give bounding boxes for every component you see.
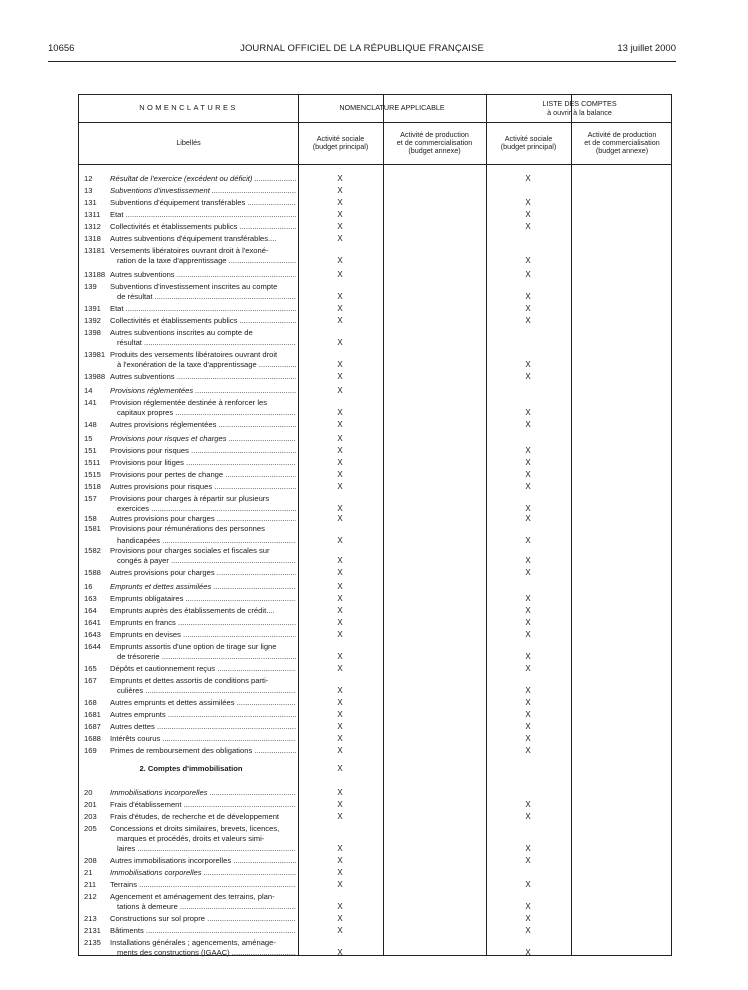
mark-liste-comptes: X	[525, 360, 531, 369]
table-row	[79, 337, 673, 349]
mark-liste-comptes: X	[525, 856, 531, 865]
account-code: 151	[84, 446, 97, 455]
mark-nomenclature-applicable: X	[337, 174, 343, 183]
mark-liste-comptes: X	[525, 210, 531, 219]
mark-liste-comptes: X	[525, 630, 531, 639]
account-label: Frais d'établissement .....	[110, 799, 296, 811]
account-label: Autres provisions pour charges .....	[110, 513, 296, 525]
mark-nomenclature-applicable: X	[337, 304, 343, 313]
account-label: Autres provisions réglementées .....	[110, 419, 296, 431]
account-label: Immobilisations incorporelles .....	[110, 787, 296, 799]
mark-liste-comptes: X	[525, 482, 531, 491]
account-label: Autres emprunts et dettes assimilées .....	[110, 697, 296, 709]
table-row	[79, 651, 673, 663]
mark-liste-comptes: X	[525, 686, 531, 695]
page-header	[48, 40, 676, 56]
mark-nomenclature-applicable: X	[337, 902, 343, 911]
mark-nomenclature-applicable: X	[337, 856, 343, 865]
mark-nomenclature-applicable: X	[337, 594, 343, 603]
journal-title: JOURNAL OFFICIEL DE LA RÉPUBLIQUE FRANÇAISE	[240, 43, 484, 54]
mark-nomenclature-applicable: X	[337, 198, 343, 207]
table-row	[79, 593, 673, 605]
table-row	[79, 629, 673, 641]
header-col4-line3: (budget annexe)	[595, 146, 649, 156]
mark-liste-comptes: X	[525, 292, 531, 301]
mark-liste-comptes: X	[525, 536, 531, 545]
mark-nomenclature-applicable: X	[337, 734, 343, 743]
account-label: Provision réglementée destinée à renforcer les	[110, 398, 268, 407]
mark-nomenclature-applicable: X	[337, 630, 343, 639]
table-row	[79, 371, 673, 383]
account-label: Autres dettes .....	[110, 721, 296, 733]
mark-liste-comptes: X	[525, 270, 531, 279]
mark-nomenclature-applicable: X	[337, 408, 343, 417]
account-code: 1511	[84, 458, 101, 467]
table-row	[79, 745, 673, 757]
mark-liste-comptes: X	[525, 470, 531, 479]
account-label: Provisions pour litiges .....	[110, 457, 296, 469]
account-code: 13181	[84, 246, 106, 255]
account-label: Versements libératoires ouvrant droit à l'exoné-	[110, 246, 269, 255]
account-code: 13988	[84, 372, 106, 381]
header-col2-line2: et de commercialisation	[396, 137, 473, 147]
account-label: Emprunts assortis d'une option de tirage sur ligne	[110, 642, 277, 651]
account-code: 2131	[84, 926, 101, 935]
account-code: 164	[84, 606, 97, 615]
mark-liste-comptes: X	[525, 408, 531, 417]
account-label: Subventions d'équipement transférables .....	[110, 197, 296, 209]
account-code: 12	[84, 174, 93, 183]
table-row	[79, 581, 673, 593]
mark-nomenclature-applicable: X	[337, 434, 343, 443]
mark-nomenclature-applicable: X	[337, 458, 343, 467]
mark-nomenclature-applicable: X	[337, 470, 343, 479]
account-code: 21	[84, 868, 93, 877]
account-code: 13981	[84, 350, 106, 359]
mark-nomenclature-applicable: X	[337, 710, 343, 719]
account-label: Emprunts obligataires .....	[110, 593, 296, 605]
mark-liste-comptes: X	[525, 710, 531, 719]
header-liste-line2: à ouvrir à la balance	[547, 107, 612, 117]
mark-liste-comptes: X	[525, 420, 531, 429]
table-row	[79, 901, 673, 913]
account-code: 2135	[84, 938, 101, 947]
mark-liste-comptes: X	[525, 926, 531, 935]
table-row	[79, 843, 673, 855]
account-label: ration de la taxe d'apprentissage .....	[117, 255, 296, 267]
table-row	[79, 605, 673, 617]
account-label: Frais d'études, de recherche et de développement	[110, 812, 280, 821]
table-row	[79, 197, 673, 209]
mark-liste-comptes: X	[525, 844, 531, 853]
account-label: Produits des versements libératoires ouvrant droit	[110, 350, 278, 359]
table-row	[79, 185, 673, 197]
account-code: 1392	[84, 316, 101, 325]
table-row	[79, 947, 673, 959]
account-label: Autres subventions inscrites au compte de	[110, 328, 253, 337]
table-row	[79, 567, 673, 579]
mark-nomenclature-applicable: X	[337, 222, 343, 231]
account-label: Installations générales ; agencements, aménage-	[110, 938, 276, 947]
table-row	[79, 811, 673, 823]
mark-nomenclature-applicable: X	[337, 812, 343, 821]
account-label: Etat .....	[110, 209, 296, 221]
account-code: 1391	[84, 304, 101, 313]
account-label: ments des constructions (IGAAC) .....	[117, 947, 296, 959]
mark-nomenclature-applicable: X	[337, 686, 343, 695]
account-label: Emprunts en francs .....	[110, 617, 296, 629]
account-label: Autres subventions d'équipement transférables....	[110, 234, 277, 243]
account-label: Primes de remboursement des obligations .....	[110, 745, 296, 757]
account-code: 1311	[84, 210, 101, 219]
account-code: 1644	[84, 642, 101, 651]
table-row	[79, 291, 673, 303]
account-code: 1398	[84, 328, 101, 337]
mark-nomenclature-applicable: X	[337, 256, 343, 265]
mark-nomenclature-applicable: X	[337, 292, 343, 301]
mark-liste-comptes: X	[525, 514, 531, 523]
mark-liste-comptes: X	[525, 594, 531, 603]
header-col4-line2: et de commercialisation	[584, 137, 660, 147]
table-row	[79, 315, 673, 327]
account-code: 208	[84, 856, 97, 865]
mark-nomenclature-applicable: X	[337, 420, 343, 429]
account-code: 1518	[84, 482, 101, 491]
table-row	[79, 233, 673, 245]
table-body	[79, 95, 671, 955]
mark-nomenclature-applicable: X	[337, 664, 343, 673]
account-code: 203	[84, 812, 97, 821]
account-label: Provisions pour risques .....	[110, 445, 296, 457]
mark-nomenclature-applicable: X	[337, 270, 343, 279]
table-row	[79, 419, 673, 431]
table-row	[79, 255, 673, 267]
mark-nomenclature-applicable: X	[337, 948, 343, 957]
account-label: Bâtiments .....	[110, 925, 296, 937]
account-label: de résultat .....	[117, 291, 296, 303]
table-row	[79, 733, 673, 745]
mark-liste-comptes: X	[525, 652, 531, 661]
header-col1-line2: (budget principal)	[312, 142, 369, 151]
table-row	[79, 221, 673, 233]
mark-nomenclature-applicable: X	[337, 446, 343, 455]
table-row	[79, 879, 673, 891]
account-code: 20	[84, 788, 93, 797]
account-label: Autres provisions pour risques .....	[110, 481, 296, 493]
table-row	[79, 763, 673, 775]
account-code: 1582	[84, 546, 101, 555]
header-nomenclature-applicable: NOMENCLATURE APPLICABLE	[339, 103, 445, 113]
account-code: 213	[84, 914, 97, 923]
table-row	[79, 721, 673, 733]
mark-nomenclature-applicable: X	[337, 844, 343, 853]
page-number: 10656	[48, 43, 75, 54]
mark-liste-comptes: X	[525, 606, 531, 615]
mark-nomenclature-applicable: X	[337, 210, 343, 219]
mark-liste-comptes: X	[525, 256, 531, 265]
mark-nomenclature-applicable: X	[337, 914, 343, 923]
table-row	[79, 303, 673, 315]
table-row	[79, 523, 673, 535]
account-code: 168	[84, 698, 97, 707]
header-col2-line1: Activité de production	[400, 129, 469, 139]
mark-nomenclature-applicable: X	[337, 880, 343, 889]
table-row	[79, 867, 673, 879]
account-label: Emprunts en devises .....	[110, 629, 296, 641]
account-code: 158	[84, 514, 97, 523]
account-label: Immobilisations corporelles .....	[110, 867, 296, 879]
account-code: 131	[84, 198, 97, 207]
table-row	[79, 385, 673, 397]
table-row	[79, 913, 673, 925]
mark-liste-comptes: X	[525, 304, 531, 313]
account-code: 1643	[84, 630, 101, 639]
mark-nomenclature-applicable: X	[337, 568, 343, 577]
mark-nomenclature-applicable: X	[337, 514, 343, 523]
account-code: 1681	[84, 710, 101, 719]
account-label: Autres emprunts .....	[110, 709, 296, 721]
account-label: Etat .....	[110, 303, 296, 315]
mark-nomenclature-applicable: X	[337, 652, 343, 661]
table-row	[79, 925, 673, 937]
mark-nomenclature-applicable: X	[337, 800, 343, 809]
account-label: laires .....	[117, 843, 296, 855]
mark-liste-comptes: X	[525, 556, 531, 565]
header-col3-line1: Activité sociale	[504, 133, 553, 143]
account-label: Emprunts et dettes assortis de conditions parti-	[110, 676, 269, 685]
mark-nomenclature-applicable: X	[337, 722, 343, 731]
account-label: handicapées .....	[117, 535, 296, 547]
header-libelles: Libellés	[176, 137, 201, 147]
account-label: Emprunts et dettes assimilées .....	[110, 581, 296, 593]
account-code: 148	[84, 420, 97, 429]
mark-nomenclature-applicable: X	[337, 582, 343, 591]
mark-liste-comptes: X	[525, 800, 531, 809]
account-label: Collectivités et établissements publics .....	[110, 315, 296, 327]
account-label: Emprunts auprès des établissements de crédit....	[110, 606, 275, 615]
account-label: Subventions d'investissement inscrites au compte	[110, 282, 278, 291]
table-row	[79, 663, 673, 675]
mark-nomenclature-applicable: X	[337, 788, 343, 797]
mark-nomenclature-applicable: X	[337, 186, 343, 195]
mark-liste-comptes: X	[525, 902, 531, 911]
header-rule	[48, 61, 676, 62]
account-code: 1312	[84, 222, 101, 231]
mark-liste-comptes: X	[525, 372, 531, 381]
mark-nomenclature-applicable: X	[337, 504, 343, 513]
mark-liste-comptes: X	[525, 734, 531, 743]
account-code: 1318	[84, 234, 101, 243]
table-row	[79, 709, 673, 721]
account-label: Provisions pour pertes de change .....	[110, 469, 296, 481]
header-nomenclatures: NOMENCLATURES	[139, 103, 238, 113]
account-label: Autres subventions .....	[110, 269, 296, 281]
account-label: Subventions d'investissement .....	[110, 185, 296, 197]
account-label: Collectivités et établissements publics .....	[110, 221, 296, 233]
account-label: Concessions et droits similaires, brevets, licences,	[110, 824, 280, 833]
mark-liste-comptes: X	[525, 746, 531, 755]
account-label: Dépôts et cautionnement reçus .....	[110, 663, 296, 675]
account-label: Provisions réglementées .....	[110, 385, 296, 397]
account-label: culières .....	[117, 685, 296, 697]
table-row	[79, 445, 673, 457]
mark-nomenclature-applicable: X	[337, 482, 343, 491]
table-row	[79, 787, 673, 799]
table-row	[79, 173, 673, 185]
account-label: de trésorerie .....	[117, 651, 296, 663]
account-code: 169	[84, 746, 97, 755]
account-code: 201	[84, 800, 97, 809]
account-label: Résultat de l'exercice (excédent ou déficit) .....	[110, 173, 296, 185]
mark-liste-comptes: X	[525, 222, 531, 231]
mark-liste-comptes: X	[525, 914, 531, 923]
account-label: Provisions pour rémunérations des personnes	[110, 524, 265, 533]
mark-liste-comptes: X	[525, 446, 531, 455]
account-code: 1687	[84, 722, 101, 731]
mark-liste-comptes: X	[525, 198, 531, 207]
section-heading: 2. Comptes d'immobilisation	[139, 764, 243, 773]
header-col4-line1: Activité de production	[587, 129, 657, 139]
table-row	[79, 457, 673, 469]
mark-liste-comptes: X	[525, 664, 531, 673]
table-row	[79, 359, 673, 371]
mark-nomenclature-applicable: X	[337, 746, 343, 755]
account-code: 212	[84, 892, 97, 901]
account-code: 13	[84, 186, 93, 195]
mark-nomenclature-applicable: X	[337, 764, 343, 773]
mark-liste-comptes: X	[525, 880, 531, 889]
account-label: Agencement et aménagement des terrains, plan-	[110, 892, 275, 901]
account-code: 15	[84, 434, 93, 443]
account-label: Terrains .....	[110, 879, 296, 891]
account-label: Provisions pour charges sociales et fiscales sur	[110, 546, 270, 555]
account-code: 14	[84, 386, 93, 395]
account-label: à l'exonération de la taxe d'apprentissage .....	[117, 359, 296, 371]
account-label: Autres subventions .....	[110, 371, 296, 383]
account-code: 157	[84, 494, 97, 503]
account-label: congés à payer .....	[117, 555, 296, 567]
header-col1-line1: Activité sociale	[316, 133, 365, 143]
account-code: 1515	[84, 470, 101, 479]
header-col2-line3: (budget annexe)	[408, 146, 461, 156]
table-row	[79, 481, 673, 493]
table-row	[79, 269, 673, 281]
account-label: tations à demeure .....	[117, 901, 296, 913]
mark-liste-comptes: X	[525, 174, 531, 183]
account-code: 165	[84, 664, 97, 673]
account-code: 1688	[84, 734, 101, 743]
account-label: Intérêts courus .....	[110, 733, 296, 745]
account-code: 211	[84, 880, 97, 889]
account-code: 205	[84, 824, 97, 833]
mark-liste-comptes: X	[525, 316, 531, 325]
mark-nomenclature-applicable: X	[337, 386, 343, 395]
mark-nomenclature-applicable: X	[337, 234, 343, 243]
account-code: 141	[84, 398, 97, 407]
mark-liste-comptes: X	[525, 618, 531, 627]
header-liste-line1: LISTE DES COMPTES	[542, 99, 617, 109]
table-row	[79, 617, 673, 629]
mark-nomenclature-applicable: X	[337, 606, 343, 615]
account-code: 167	[84, 676, 97, 685]
account-code: 16	[84, 582, 93, 591]
account-label: Constructions sur sol propre .....	[110, 913, 296, 925]
table-row	[79, 407, 673, 419]
mark-liste-comptes: X	[525, 722, 531, 731]
table-row	[79, 209, 673, 221]
table-row	[79, 799, 673, 811]
mark-nomenclature-applicable: X	[337, 556, 343, 565]
account-label: exercices .....	[117, 503, 296, 515]
account-code: 13188	[84, 270, 106, 279]
account-label: résultat .....	[117, 337, 296, 349]
account-label: Autres provisions pour charges .....	[110, 567, 296, 579]
account-label: Provisions pour charges à répartir sur plusieurs	[110, 494, 270, 503]
mark-nomenclature-applicable: X	[337, 868, 343, 877]
mark-liste-comptes: X	[525, 698, 531, 707]
table-row	[79, 555, 673, 567]
header-col3-line2: (budget principal)	[500, 142, 557, 151]
table-row	[79, 685, 673, 697]
table-row	[79, 697, 673, 709]
account-label: Provisions pour risques et charges .....	[110, 433, 296, 445]
mark-liste-comptes: X	[525, 812, 531, 821]
account-label: Autres immobilisations incorporelles .....	[110, 855, 296, 867]
mark-nomenclature-applicable: X	[337, 316, 343, 325]
mark-nomenclature-applicable: X	[337, 338, 343, 347]
mark-nomenclature-applicable: X	[337, 372, 343, 381]
mark-nomenclature-applicable: X	[337, 536, 343, 545]
account-code: 1581	[84, 524, 101, 533]
account-code: 1588	[84, 568, 101, 577]
account-label: marques et procédés, droits et valeurs simi-	[117, 834, 265, 843]
mark-liste-comptes: X	[525, 458, 531, 467]
publication-date: 13 juillet 2000	[617, 43, 676, 54]
account-label: capitaux propres .....	[117, 407, 296, 419]
table-row	[79, 433, 673, 445]
account-code: 139	[84, 282, 97, 291]
mark-liste-comptes: X	[525, 568, 531, 577]
table-row	[79, 469, 673, 481]
account-code: 1641	[84, 618, 101, 627]
mark-nomenclature-applicable: X	[337, 926, 343, 935]
nomenclature-table	[78, 94, 672, 956]
table-row	[79, 855, 673, 867]
mark-liste-comptes: X	[525, 948, 531, 957]
account-code: 163	[84, 594, 97, 603]
mark-nomenclature-applicable: X	[337, 618, 343, 627]
mark-liste-comptes: X	[525, 504, 531, 513]
mark-nomenclature-applicable: X	[337, 360, 343, 369]
mark-nomenclature-applicable: X	[337, 698, 343, 707]
